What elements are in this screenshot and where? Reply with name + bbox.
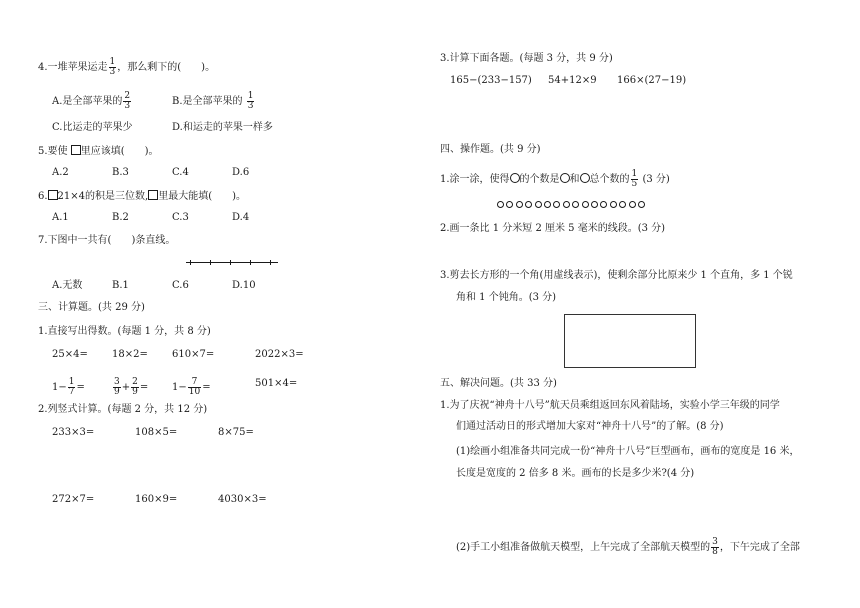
tick [210,260,211,265]
fraction: $\frac{1}{7}$ [68,377,75,397]
rectangle-figure [564,314,696,368]
circle-shape [553,201,560,208]
calc-item: 1− $\frac{1}{7}$ = [52,377,85,397]
calc-item: 610×7= [172,349,215,360]
problem-1a-line-1: (1)绘画小组准备共同完成一份“神舟十八号”巨型画布，画布的宽度是 16 米， [456,446,800,457]
fraction: $\frac{1}{3}$ [247,91,254,111]
calc-item: 25×4= [52,349,88,360]
circle-row [497,201,647,208]
circle-shape [516,201,523,208]
calc-item: 2022×3= [255,349,304,360]
q4-option-b: B.是全部苹果的 $\frac{1}{3}$ [172,91,254,111]
q4-option-c: C.比运走的苹果少 [52,122,133,133]
q6-option-d: D.4 [232,212,250,223]
tick [230,260,231,265]
calc-item: 160×9= [135,494,178,505]
problem-1a-line-2: 长度是宽度的 2 倍多 8 米。画布的长是多少米?(4 分) [456,468,695,479]
circle-shape [572,201,579,208]
operation-1: 1.涂一涂，使得 的个数是 和 总个数的 $\frac{1}{5}$ (3 分) [440,169,670,189]
q6-option-b: B.2 [112,212,129,223]
circle-shape [582,201,589,208]
q5-option-c: C.4 [172,167,189,178]
circle-shape [629,201,636,208]
operation-2: 2.画一条比 1 分米短 2 厘米 5 毫米的线段。(3 分) [440,223,666,234]
calc-item: 233×3= [52,427,95,438]
calc-item: 54+12×9 [548,75,597,86]
circle-shape [610,201,617,208]
circle-shape [638,201,645,208]
question-4: 4.一堆苹果运走 $\frac{1}{3}$ ，那么剩下的( )。 [38,57,216,77]
problem-1-line-1: 1.为了庆祝“神舟十八号”航天员乘组返回东风着陆场，实验小学三年级的同学 [440,400,780,411]
fraction: $\frac{2}{3}$ [124,91,131,111]
blank-box [148,190,158,200]
problem-1b: (2)手工小组准备做航天模型，上午完成了全部航天模型的 $\frac{3}{8}$ ，下午完成了全部 [456,537,800,557]
circle-shape [535,201,542,208]
fraction: $\frac{7}{10}$ [188,377,201,397]
q7-option-c: C.6 [172,280,189,291]
question-6: 6. 21×4的积是三位数, 里最大能填( )。 [38,191,247,202]
q4-option-a: A.是全部苹果的 $\frac{2}{3}$ [52,91,131,111]
calc-2-heading: 2.列竖式计算。(每题 2 分，共 12 分) [38,404,208,415]
calc-item: 108×5= [135,427,178,438]
circle-shape [591,201,598,208]
calc-item: 272×7= [52,494,95,505]
line-figure [186,260,278,266]
calc-item: 4030×3= [218,494,267,505]
problem-1-line-2: 们通过活动日的形式增加大家对“神舟十八号”的了解。(8 分) [456,421,724,432]
section-4-heading: 四、操作题。(共 9 分) [440,144,541,155]
blank-box [71,145,81,155]
q4-option-d: D.和运走的苹果一样多 [172,122,273,133]
calc-item: 501×4= [255,378,298,389]
blank-box [48,190,58,200]
q7-option-a: A.无数 [52,280,83,291]
fraction: $\frac{3}{8}$ [712,537,718,557]
calc-item: $\frac{3}{9}$ + $\frac{2}{9}$ = [114,377,149,397]
tick [190,260,191,265]
calc-item: 1− $\frac{7}{10}$ = [172,377,211,397]
section-3-heading: 三、计算题。(共 29 分) [38,302,145,313]
operation-3-line-1: 3.剪去长方形的一个角(用虚线表示)，使剩余部分比原来少 1 个直角，多 1 个锐 [440,270,793,281]
circle-shape [563,201,570,208]
fraction: $\frac{1}{3}$ [109,57,116,77]
question-5: 5.要使 里应该填( )。 [38,146,159,157]
line [186,262,278,263]
q7-option-b: B.1 [112,280,129,291]
fraction: $\frac{2}{9}$ [132,377,138,397]
question-7: 7.下图中一共有( )条直线。 [38,235,176,246]
tick [270,260,271,265]
q5-option-d: D.6 [232,167,250,178]
circle-shape [544,201,551,208]
calc-1-heading: 1.直接写出得数。(每题 1 分，共 8 分) [38,326,211,337]
tick [250,260,251,265]
circle-shape [525,201,532,208]
fraction: $\frac{1}{5}$ [631,169,638,189]
q6-option-a: A.1 [52,212,69,223]
q7-option-d: D.10 [232,280,256,291]
circle-shape [506,201,513,208]
q5-option-b: B.3 [112,167,129,178]
circle-shape [560,173,570,183]
circle-shape [497,201,504,208]
calc-3-heading: 3.计算下面各题。(每题 3 分，共 9 分) [440,53,613,64]
calc-item: 8×75= [218,427,254,438]
circle-shape [580,173,590,183]
fraction: $\frac{3}{9}$ [114,377,120,397]
circle-shape [600,201,607,208]
calc-item: 165−(233−157) [450,75,532,86]
section-5-heading: 五、解决问题。(共 33 分) [440,378,557,389]
calc-item: 166×(27−19) [617,75,687,86]
circle-shape [510,173,520,183]
q5-option-a: A.2 [52,167,69,178]
circle-shape [619,201,626,208]
q6-option-c: C.3 [172,212,189,223]
operation-3-line-2: 角和 1 个钝角。(3 分) [456,292,557,303]
calc-item: 18×2= [112,349,148,360]
